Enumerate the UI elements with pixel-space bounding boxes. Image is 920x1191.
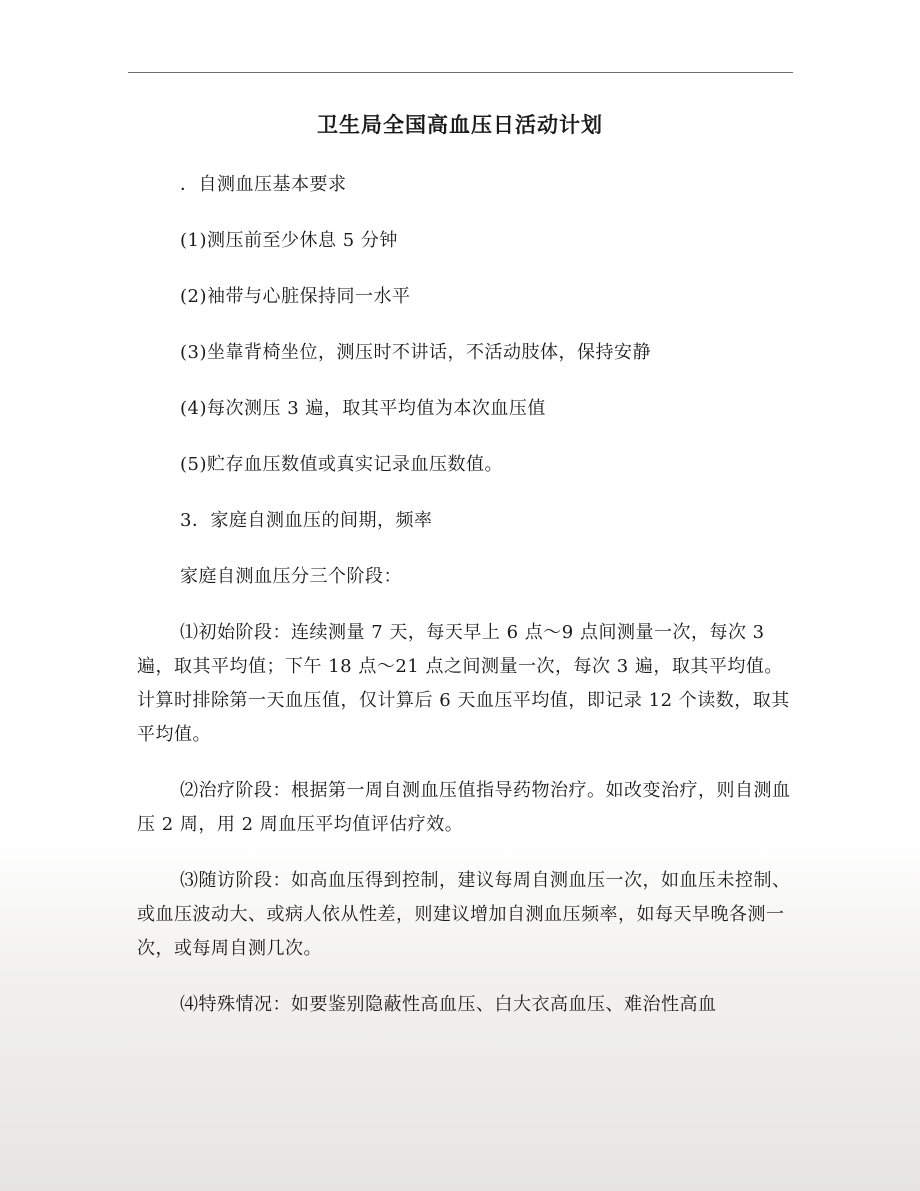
page-title: 卫生局全国高血压日活动计划 bbox=[317, 113, 603, 137]
stage-treatment: ⑵治疗阶段：根据第一周自测血压值指导药物治疗。如改变治疗，则自测血压 2 周，用 2 周血压平均值评估疗效。 bbox=[137, 780, 791, 835]
requirement-item-4: (4)每次测压 3 遍，取其平均值为本次血压值 bbox=[180, 398, 546, 419]
stage-followup: ⑶随访阶段：如高血压得到控制，建议每周自测血压一次，如血压未控制、或血压波动大、或病人依从性差，则建议增加自测血压频率，如每天早晚各测一次，或每周自测几次。 bbox=[137, 870, 791, 959]
requirement-item-3: (3)坐靠背椅坐位，测压时不讲话，不活动肢体，保持安静 bbox=[180, 342, 651, 363]
requirement-item-1: (1)测压前至少休息 5 分钟 bbox=[180, 230, 398, 251]
stage-initial: ⑴初始阶段：连续测量 7 天，每天早上 6 点～9 点间测量一次，每次 3 遍，取其平均值；下午 18 点～21 点之间测量一次，每次 3 遍，取其平均值。计算时排除第一天血压值，仅计算后 6 天血压平均值，即记录 12 个读数，取其平均值。 bbox=[137, 622, 790, 745]
stages-intro: 家庭自测血压分三个阶段： bbox=[180, 566, 402, 587]
header-divider bbox=[128, 72, 793, 73]
requirement-item-5: (5)贮存血压数值或真实记录血压数值。 bbox=[180, 454, 503, 475]
section-heading-frequency: 3．家庭自测血压的间期，频率 bbox=[180, 510, 433, 531]
document-body bbox=[137, 168, 797, 1044]
stage-special: ⑷特殊情况：如要鉴别隐蔽性高血压、白大衣高血压、难治性高血 bbox=[180, 994, 717, 1015]
requirement-item-2: (2)袖带与心脏保持同一水平 bbox=[180, 286, 411, 307]
section-heading-requirements: ．自测血压基本要求 bbox=[180, 174, 347, 195]
